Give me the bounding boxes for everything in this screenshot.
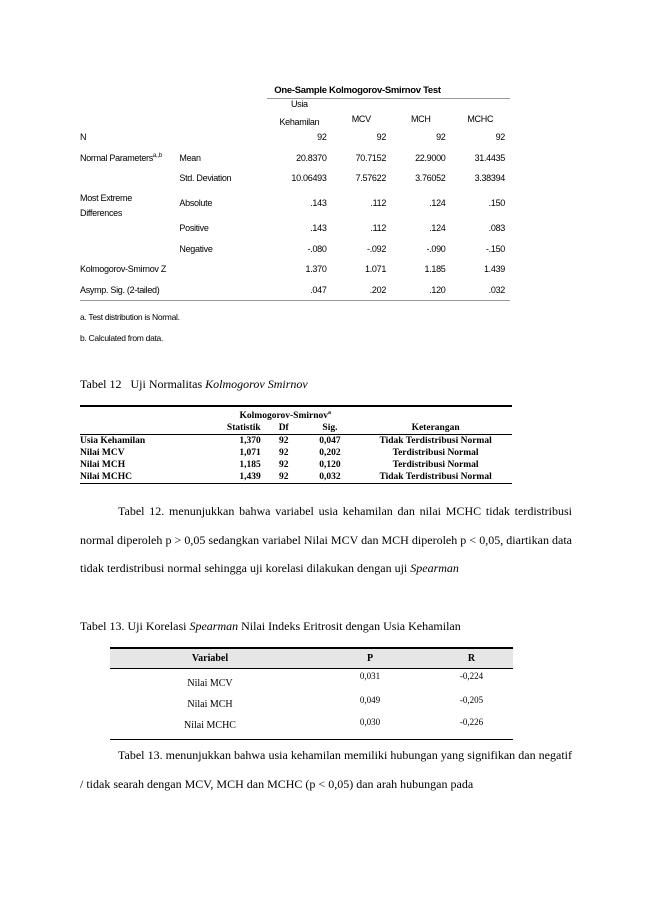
paragraph-table12-explanation: Tabel 12. menunjukkan bahwa variabel usia kehamilan dan nilai MCHC tidak terdistribusi normal diperoleh p > 0,05 sedangkan variabel Nilai MCV dan MCH diperoleh p < 0,05, diartikan data tidak terdistribusi normal sehingga uji korelasi dilakukan dengan uji Spearman <box>80 504 572 575</box>
table-row: Nilai MCV 0,031 -0,224 <box>187 671 484 689</box>
table13 <box>110 647 513 740</box>
header-usia: Usia Kehamilan <box>267 99 331 128</box>
header-mcv: MCV <box>332 99 391 128</box>
table13-header-row: Variabel P R <box>110 648 513 669</box>
table12-caption: Tabel 12 Uji Normalitas Kolmogorov Smirnov <box>80 377 308 391</box>
ks-test-table <box>80 98 510 301</box>
ks-row-absolute: Most Extreme Differences Absolute .143 .112 .124 .150 <box>80 192 505 218</box>
table12-group-header: Kolmogorov-Smirnov$^a$ <box>211 406 359 422</box>
table12 <box>80 405 512 484</box>
ks-row-z: Kolmogorov-Smirnov Z 1.370 1.071 1.185 1.439 <box>80 264 505 275</box>
ks-row-negative: Negative -.080 -.092 -.090 -.150 <box>179 243 505 254</box>
table-row: Nilai MCH 1,185 92 0,120 Terdistribusi Normal <box>80 460 479 471</box>
spss-output <box>80 84 510 349</box>
ks-row-n: N 92 92 92 92 <box>80 132 505 143</box>
header-mch: MCH <box>391 99 450 128</box>
spss-note-b: b. Calculated from data. <box>80 333 164 344</box>
ks-row-positive: Positive .143 .112 .124 .083 <box>179 223 505 234</box>
paragraph-table13-explanation: Tabel 13. menunjukkan bahwa usia kehamilan memiliki hubungan yang signifikan dan negatif / tidak searah dengan MCV, MCH dan MCHC (p < 0,05) dan arah hubungan pada <box>80 748 572 791</box>
table13-caption: Tabel 13. Uji Korelasi Spearman Nilai Indeks Eritrosit dengan Usia Kehamilan <box>80 619 461 633</box>
table-row: Usia Kehamilan 1,370 92 0,047 Tidak Terdistribusi Normal <box>80 436 492 447</box>
table12-group-row <box>80 406 512 422</box>
ks-row-sig: Asymp. Sig. (2-tailed) .047 .202 .120 .032 <box>80 280 510 301</box>
ks-row-std: Std. Deviation 10.06493 7.57622 3.76052 3.38394 <box>179 173 505 184</box>
spss-title: One-Sample Kolmogorov-Smirnov Test <box>274 85 441 96</box>
ks-row-mean: Normal Parameters$^{a,,b}$ Mean 20.8370 70.7152 22.9000 31.4435 <box>80 152 505 163</box>
spss-note-a: a. Test distribution is Normal. <box>80 312 180 323</box>
table-row: Nilai MCH 0,049 -0,205 <box>187 695 484 710</box>
table-row: Nilai MCHC 0,030 -0,226 <box>110 715 513 740</box>
spss-notes <box>80 307 510 349</box>
table12-header-row: Statistik Df Sig. Keterangan <box>80 422 512 435</box>
ks-header-row <box>80 99 510 128</box>
header-mchc: MCHC <box>451 99 511 128</box>
table-row: Nilai MCV 1,071 92 0,202 Terdistribusi Normal <box>80 448 479 459</box>
table-row: Nilai MCHC 1,439 92 0,032 Tidak Terdistribusi Normal <box>80 471 512 484</box>
